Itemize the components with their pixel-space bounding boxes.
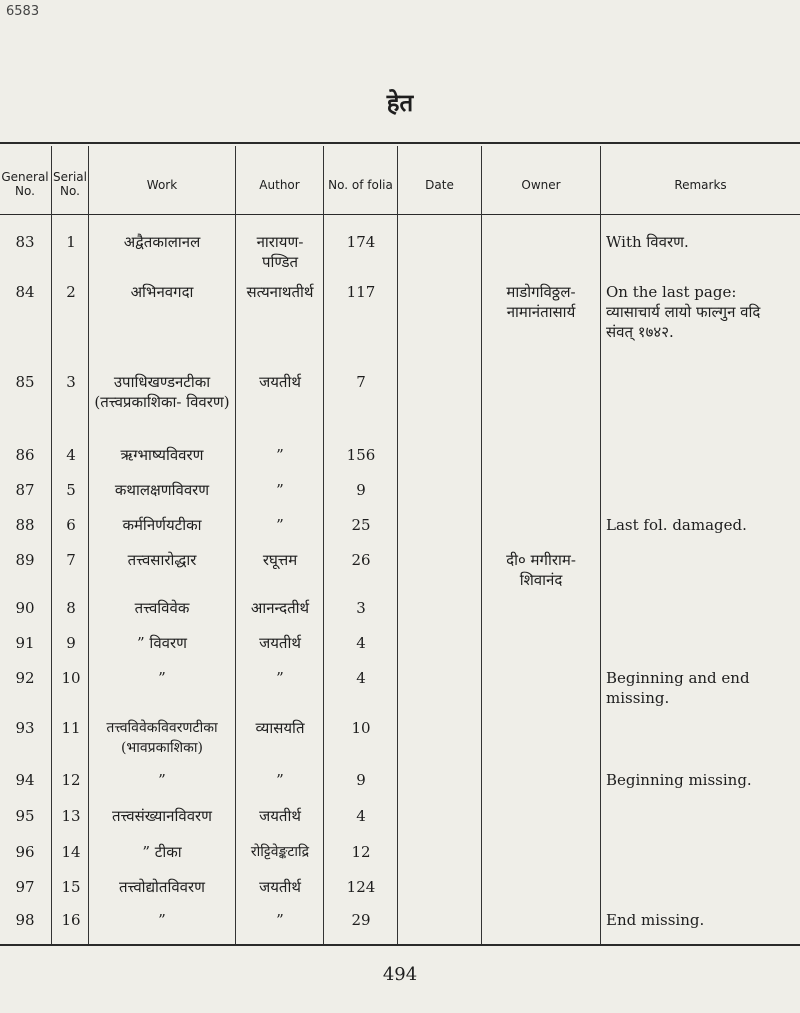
serial-no: 13 [61,807,81,825]
author-name: ” [276,481,284,499]
general-no: 92 [15,669,35,687]
divider [397,146,398,944]
remarks-text: With विवरण. [606,233,689,251]
serial-no: 8 [66,599,76,617]
folia-count: 25 [351,516,371,534]
work-title: तत्त्वविवेकविवरणटीका (भावप्रकाशिका) [106,720,218,756]
general-no: 91 [15,634,35,652]
work-title: उपाधिखण्डनटीका (तत्त्वप्रकाशिका- विवरण) [94,373,230,411]
col-work: Work [146,178,178,192]
folia-count: 156 [346,446,376,464]
divider [51,146,52,944]
col-date: Date [425,178,454,192]
general-no: 93 [15,719,35,737]
serial-no: 9 [66,634,76,652]
header-rule [0,214,800,215]
author-name: जयतीर्थ [259,878,301,896]
author-name: ” [276,669,284,687]
remarks-text: End missing. [606,911,705,929]
author-name: आनन्दतीर्थ [250,599,310,617]
author-name: जयतीर्थ [259,373,301,391]
folia-count: 3 [356,599,366,617]
divider [88,146,89,944]
general-no: 83 [15,233,35,251]
general-no: 87 [15,481,35,499]
serial-no: 10 [61,669,81,687]
folia-count: 10 [351,719,371,737]
owner-name: माडोगविठ्ठल- नामानंतासार्य [506,283,576,321]
work-title: अद्वैतकालानल [123,233,201,251]
author-name: रोट्टिवेङ्कटाद्रि [250,844,310,860]
author-name: जयतीर्थ [259,807,301,825]
general-no: 97 [15,878,35,896]
work-title: तत्त्वसंख्यानविवरण [111,807,213,825]
serial-no: 2 [66,283,76,301]
serial-no: 6 [66,516,76,534]
work-title: तत्त्वोद्योतविवरण [119,878,205,896]
serial-no: 14 [61,843,81,861]
work-title: कथालक्षणविवरण [114,481,210,499]
divider [481,146,482,944]
remarks-text: On the last page: व्यासाचार्य लायो फाल्गुन वदि संवत् १७४२. [606,283,761,341]
folia-count: 4 [356,669,366,687]
serial-no: 12 [61,771,81,789]
folia-count: 9 [356,771,366,789]
folia-count: 29 [351,911,371,929]
folia-count: 117 [346,283,376,301]
general-no: 96 [15,843,35,861]
catalog-number: 6583 [6,4,40,19]
general-no: 85 [15,373,35,391]
author-name: ” [276,911,284,929]
folia-count: 12 [351,843,371,861]
col-author: Author [259,178,300,192]
col-remarks: Remarks [674,178,727,192]
work-title: तत्त्वसारोद्धार [127,551,197,569]
general-no: 98 [15,911,35,929]
folia-count: 9 [356,481,366,499]
work-title: कर्मनिर्णयटीका [122,516,202,534]
author-name: जयतीर्थ [259,634,301,652]
general-no: 95 [15,807,35,825]
remarks-text: Last fol. damaged. [606,516,747,534]
work-title: अभिनवगदा [130,283,194,301]
folia-count: 174 [346,233,376,251]
general-no: 86 [15,446,35,464]
author-name: रघूत्तम [262,551,298,569]
work-title: ” [158,771,166,789]
author-name: व्यासयति [255,719,305,737]
col-general-no: General No. [1,170,49,198]
remarks-text: Beginning and end missing. [606,669,750,707]
serial-no: 1 [66,233,76,251]
divider [600,146,601,944]
owner-name: दी० मगीराम- शिवानंद [506,551,576,589]
work-title: ” टीका [142,843,182,861]
work-title: ऋग्भाष्यविवरण [120,446,204,464]
top-rule [0,142,800,144]
col-folia: No. of folia [328,178,393,192]
general-no: 89 [15,551,35,569]
author-name: नारायण- पण्डित [256,233,304,271]
divider [323,146,324,944]
work-title: तत्त्वविवेक [134,599,190,617]
general-no: 90 [15,599,35,617]
col-owner: Owner [521,178,561,192]
divider [235,146,236,944]
serial-no: 16 [61,911,81,929]
serial-no: 3 [66,373,76,391]
col-serial-no: Serial No. [53,170,87,198]
bottom-rule [0,944,800,946]
serial-no: 7 [66,551,76,569]
folia-count: 7 [356,373,366,391]
serial-no: 4 [66,446,76,464]
author-name: ” [276,446,284,464]
folia-count: 26 [351,551,371,569]
remarks-text: Beginning missing. [606,771,752,789]
folia-count: 124 [346,878,376,896]
general-no: 84 [15,283,35,301]
serial-no: 11 [61,719,81,737]
work-title: ” विवरण [137,634,187,652]
author-name: ” [276,516,284,534]
work-title: ” [158,911,166,929]
folia-count: 4 [356,634,366,652]
work-title: ” [158,669,166,687]
author-name: सत्यनाथतीर्थ [246,283,314,301]
folia-count: 4 [356,807,366,825]
page-heading: हेत [386,88,414,117]
author-name: ” [276,771,284,789]
general-no: 88 [15,516,35,534]
serial-no: 5 [66,481,76,499]
serial-no: 15 [61,878,81,896]
page-number: 494 [382,964,418,985]
general-no: 94 [15,771,35,789]
